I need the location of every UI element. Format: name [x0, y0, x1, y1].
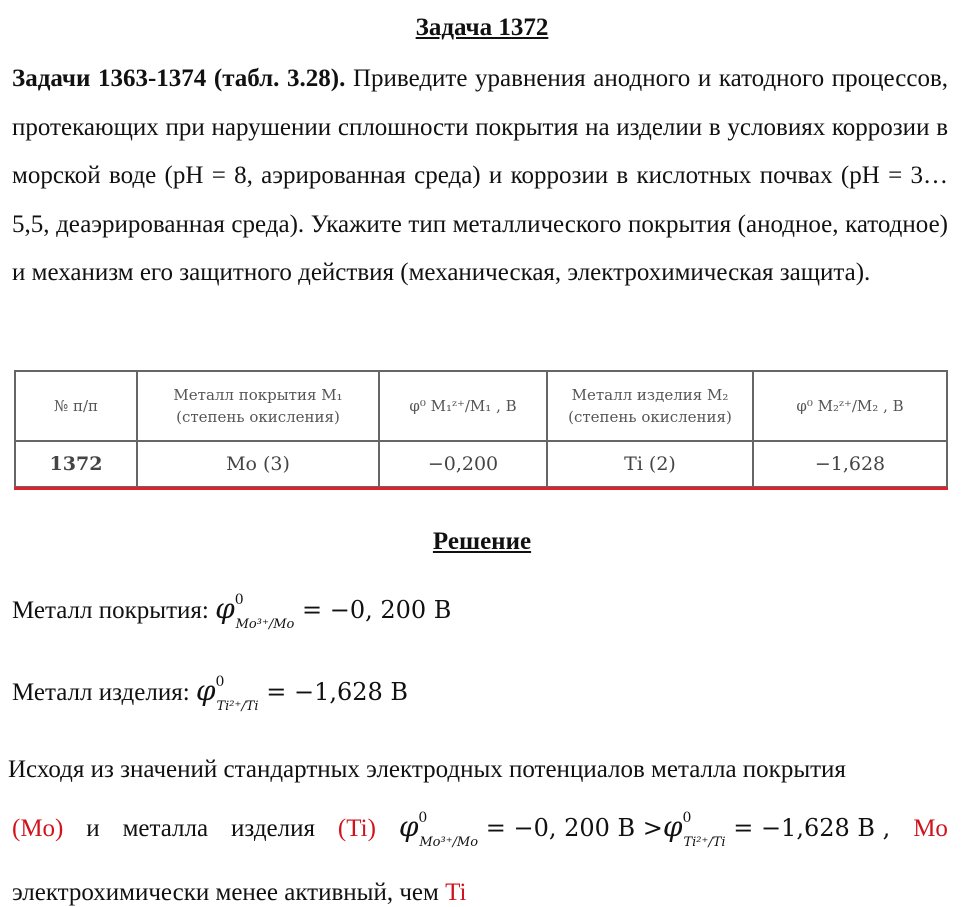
table-cell: −1,628: [753, 441, 947, 487]
table-header: φ⁰ M₂ᶻ⁺/M₂ , В: [753, 371, 947, 441]
conclusion-word: изделия: [231, 815, 315, 842]
product-label: Металл изделия:: [12, 679, 190, 706]
conclusion-text: электрохимически менее активный, чем: [12, 879, 439, 906]
task-ref: Задачи 1363-1374 (табл. 3.28).: [12, 65, 346, 92]
table-header: Металл покрытия M₁ (степень окисления): [137, 371, 379, 441]
phi-symbol: φ: [398, 810, 419, 843]
standard-sup: 0: [418, 810, 428, 826]
table-underline: [14, 487, 948, 490]
table-cell: Ti (2): [547, 441, 753, 487]
coating-metal: (Mo): [12, 815, 64, 842]
conclusion-word: металла: [122, 815, 209, 842]
table-cell: 1372: [15, 441, 137, 487]
conclusion-word: и: [86, 815, 100, 842]
table-row: [15, 441, 947, 487]
coating-metal-2: Mo: [913, 815, 948, 842]
table-header: φ⁰ M₁ᶻ⁺/M₁ , В: [379, 371, 547, 441]
comparison-left: = −0, 200 В >: [485, 814, 663, 842]
table-header: № п/п: [15, 371, 137, 441]
table-header-row: [15, 371, 947, 441]
product-metal-2: Ti: [445, 879, 467, 906]
table-cell: Mo (3): [137, 441, 379, 487]
conclusion-line-2: [12, 810, 948, 850]
coating-label: Металл покрытия:: [12, 597, 209, 624]
data-table: [14, 370, 948, 488]
standard-sup: 0: [234, 592, 244, 608]
couple-sub: Mo³⁺/Mo: [419, 835, 479, 850]
product-potential-line: [12, 674, 409, 714]
product-value: = −1,628 В: [266, 678, 409, 706]
page-title: Задача 1372: [415, 14, 549, 41]
standard-sup: 0: [682, 810, 692, 826]
comparison-right: = −1,628 В ,: [733, 814, 891, 842]
table-cell: −0,200: [379, 441, 547, 487]
coating-value: = −0, 200 В: [301, 596, 452, 624]
task-text: Приведите уравнения анодного и катодного процессов, протекающих при нарушении сплошности покрытия на изделии в условиях коррозии в морской воде (pH = 8, аэрированная среда) и коррозии в кислотных почвах (pH = 3…5,5, деаэрированная среда). Укажите тип металлического покрытия (анодное, катодное) и механизм его защитного действия (механическая, электрохимическая защита).: [12, 65, 948, 286]
standard-sup: 0: [215, 674, 225, 690]
conclusion-line-1: Исходя из значений стандартных электродных потенциалов металла покрытия: [8, 756, 846, 783]
coating-potential-line: [12, 592, 452, 632]
couple-sub: Ti²⁺/Ti: [216, 699, 259, 714]
phi-symbol: φ: [195, 674, 216, 707]
solution-heading: Решение: [432, 528, 532, 555]
task-statement: [12, 55, 948, 298]
table-header: Металл изделия M₂ (степень окисления): [547, 371, 753, 441]
couple-sub: Ti²⁺/Ti: [683, 835, 726, 850]
product-metal: (Ti): [337, 815, 376, 842]
comparison-formula: [398, 810, 891, 850]
coating-formula: [215, 592, 452, 632]
phi-symbol: φ: [215, 592, 235, 625]
couple-sub: Mo³⁺/Mo: [235, 617, 295, 632]
phi-symbol: φ: [662, 810, 683, 843]
conclusion-line-3: [12, 879, 466, 907]
product-formula: [195, 674, 409, 714]
